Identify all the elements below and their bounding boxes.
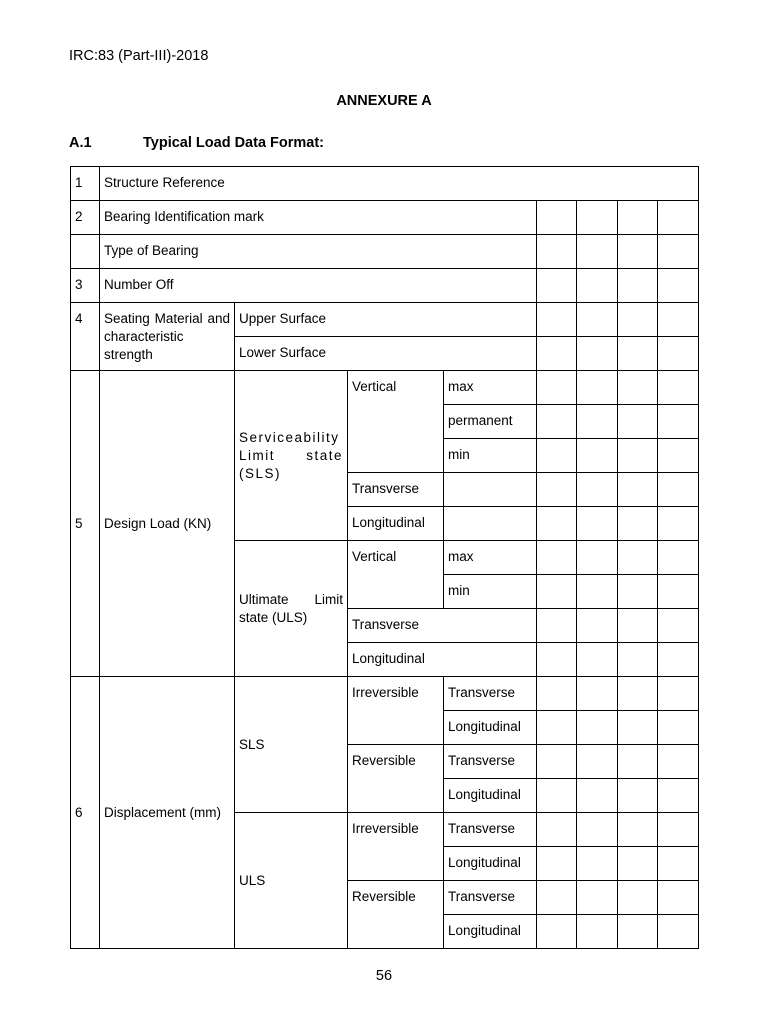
sls-longitudinal-label: Longitudinal (348, 507, 444, 541)
entry-cell[interactable] (577, 779, 618, 813)
entry-cell[interactable] (537, 847, 577, 881)
entry-cell[interactable] (537, 643, 577, 677)
entry-cell[interactable] (577, 813, 618, 847)
entry-cell[interactable] (537, 371, 577, 405)
entry-cell[interactable] (537, 405, 577, 439)
sls-min-label: min (444, 439, 537, 473)
entry-cell[interactable] (577, 201, 618, 235)
disp-sls-irr-longitudinal-label: Longitudinal (444, 711, 537, 745)
entry-cell[interactable] (658, 711, 699, 745)
row-number: 2 (71, 201, 100, 235)
row-number: 3 (71, 269, 100, 303)
entry-cell[interactable] (658, 881, 699, 915)
sls-transverse-label: Transverse (348, 473, 444, 507)
number-off-label: Number Off (100, 269, 537, 303)
entry-cell[interactable] (658, 677, 699, 711)
entry-cell[interactable] (658, 507, 699, 541)
disp-uls-reversible-label: Reversible (348, 881, 444, 949)
entry-cell[interactable] (618, 881, 658, 915)
entry-cell[interactable] (618, 711, 658, 745)
entry-cell[interactable] (618, 541, 658, 575)
entry-cell[interactable] (618, 745, 658, 779)
entry-cell[interactable] (577, 405, 618, 439)
lower-surface-label: Lower Surface (235, 337, 537, 371)
upper-surface-label: Upper Surface (235, 303, 537, 337)
disp-sls-label: SLS (235, 677, 348, 813)
entry-cell[interactable] (618, 813, 658, 847)
entry-cell[interactable] (577, 915, 618, 949)
entry-cell[interactable] (537, 541, 577, 575)
disp-sls-irr-transverse-label: Transverse (444, 677, 537, 711)
uls-transverse-label: Transverse (348, 609, 537, 643)
entry-cell[interactable] (577, 371, 618, 405)
entry-cell[interactable] (618, 609, 658, 643)
entry-cell[interactable] (618, 269, 658, 303)
table-row (71, 371, 699, 405)
disp-uls-rev-longitudinal-label: Longitudinal (444, 915, 537, 949)
uls-max-label: max (444, 541, 537, 575)
entry-cell[interactable] (658, 813, 699, 847)
row-number: 4 (71, 303, 100, 371)
entry-cell[interactable] (537, 609, 577, 643)
entry-cell[interactable] (577, 609, 618, 643)
entry-cell[interactable] (658, 575, 699, 609)
entry-cell[interactable] (537, 507, 577, 541)
annexure-title: ANNEXURE A (336, 93, 432, 109)
sls-vertical-label: Vertical (348, 371, 444, 473)
entry-cell[interactable] (537, 575, 577, 609)
entry-cell[interactable] (577, 439, 618, 473)
entry-cell[interactable] (658, 371, 699, 405)
entry-cell[interactable] (618, 507, 658, 541)
row-number: 1 (71, 167, 100, 201)
entry-cell[interactable] (577, 881, 618, 915)
entry-cell[interactable] (618, 643, 658, 677)
entry-cell[interactable] (577, 269, 618, 303)
entry-cell[interactable] (658, 541, 699, 575)
entry-cell[interactable] (658, 915, 699, 949)
sls-max-label: max (444, 371, 537, 405)
entry-cell[interactable] (537, 881, 577, 915)
entry-cell[interactable] (618, 405, 658, 439)
table-row (71, 269, 699, 303)
entry-cell[interactable] (658, 609, 699, 643)
load-data-table (70, 166, 699, 949)
entry-cell[interactable] (444, 473, 537, 507)
entry-cell[interactable] (577, 337, 618, 371)
uls-vertical-label: Vertical (348, 541, 444, 609)
disp-uls-label: ULS (235, 813, 348, 949)
table-row (71, 677, 699, 711)
entry-cell[interactable] (658, 779, 699, 813)
entry-cell[interactable] (577, 541, 618, 575)
disp-sls-reversible-label: Reversible (348, 745, 444, 813)
entry-cell[interactable] (618, 303, 658, 337)
entry-cell[interactable] (658, 337, 699, 371)
entry-cell[interactable] (658, 235, 699, 269)
sls-load-text: Serviceability Limit state (SLS) (239, 429, 343, 481)
entry-cell[interactable] (618, 677, 658, 711)
structure-reference-label: Structure Reference (100, 167, 699, 201)
row-number-empty (71, 235, 100, 269)
entry-cell[interactable] (537, 745, 577, 779)
entry-cell[interactable] (577, 745, 618, 779)
entry-cell[interactable] (577, 677, 618, 711)
document-reference: IRC:83 (Part-III)-2018 (69, 48, 209, 64)
section-number: A.1 (69, 135, 92, 151)
entry-cell[interactable] (537, 813, 577, 847)
entry-cell[interactable] (537, 711, 577, 745)
sls-load-label (235, 371, 348, 541)
page-number: 56 (375, 968, 393, 984)
entry-cell[interactable] (658, 269, 699, 303)
entry-cell[interactable] (577, 473, 618, 507)
table-row (71, 303, 699, 337)
entry-cell[interactable] (537, 473, 577, 507)
entry-cell[interactable] (618, 915, 658, 949)
entry-cell[interactable] (658, 439, 699, 473)
entry-cell[interactable] (618, 779, 658, 813)
table-row (71, 235, 699, 269)
entry-cell[interactable] (618, 847, 658, 881)
disp-sls-rev-longitudinal-label: Longitudinal (444, 779, 537, 813)
disp-uls-irreversible-label: Irreversible (348, 813, 444, 881)
entry-cell[interactable] (618, 201, 658, 235)
section-title: Typical Load Data Format: (143, 135, 325, 151)
entry-cell[interactable] (537, 337, 577, 371)
disp-uls-irr-longitudinal-label: Longitudinal (444, 847, 537, 881)
entry-cell[interactable] (618, 473, 658, 507)
table-row (71, 167, 699, 201)
design-load-label: Design Load (KN) (100, 371, 235, 677)
entry-cell[interactable] (577, 303, 618, 337)
entry-cell[interactable] (658, 405, 699, 439)
entry-cell[interactable] (658, 847, 699, 881)
entry-cell[interactable] (537, 677, 577, 711)
row-number: 5 (71, 371, 100, 677)
entry-cell[interactable] (618, 575, 658, 609)
entry-cell[interactable] (658, 303, 699, 337)
disp-uls-irr-transverse-label: Transverse (444, 813, 537, 847)
uls-longitudinal-label: Longitudinal (348, 643, 537, 677)
entry-cell[interactable] (658, 473, 699, 507)
entry-cell[interactable] (577, 711, 618, 745)
type-of-bearing-label: Type of Bearing (100, 235, 537, 269)
table-row (71, 201, 699, 235)
disp-sls-irreversible-label: Irreversible (348, 677, 444, 745)
entry-cell[interactable] (618, 439, 658, 473)
entry-cell[interactable] (658, 745, 699, 779)
row-number: 6 (71, 677, 100, 949)
entry-cell[interactable] (444, 507, 537, 541)
entry-cell[interactable] (577, 235, 618, 269)
entry-cell[interactable] (537, 269, 577, 303)
entry-cell[interactable] (658, 201, 699, 235)
entry-cell[interactable] (577, 575, 618, 609)
uls-load-label: Ultimate Limit state (ULS) (235, 541, 348, 677)
entry-cell[interactable] (658, 643, 699, 677)
entry-cell[interactable] (537, 201, 577, 235)
seating-material-label: Seating Material and characteristic strength (100, 303, 235, 371)
disp-sls-rev-transverse-label: Transverse (444, 745, 537, 779)
entry-cell[interactable] (537, 779, 577, 813)
entry-cell[interactable] (537, 235, 577, 269)
entry-cell[interactable] (537, 915, 577, 949)
displacement-label: Displacement (mm) (100, 677, 235, 949)
entry-cell[interactable] (577, 847, 618, 881)
bearing-identification-label: Bearing Identification mark (100, 201, 537, 235)
entry-cell[interactable] (537, 303, 577, 337)
disp-uls-rev-transverse-label: Transverse (444, 881, 537, 915)
sls-permanent-label: permanent (444, 405, 537, 439)
uls-min-label: min (444, 575, 537, 609)
entry-cell[interactable] (618, 371, 658, 405)
entry-cell[interactable] (618, 337, 658, 371)
entry-cell[interactable] (577, 643, 618, 677)
entry-cell[interactable] (577, 507, 618, 541)
entry-cell[interactable] (618, 235, 658, 269)
entry-cell[interactable] (537, 439, 577, 473)
